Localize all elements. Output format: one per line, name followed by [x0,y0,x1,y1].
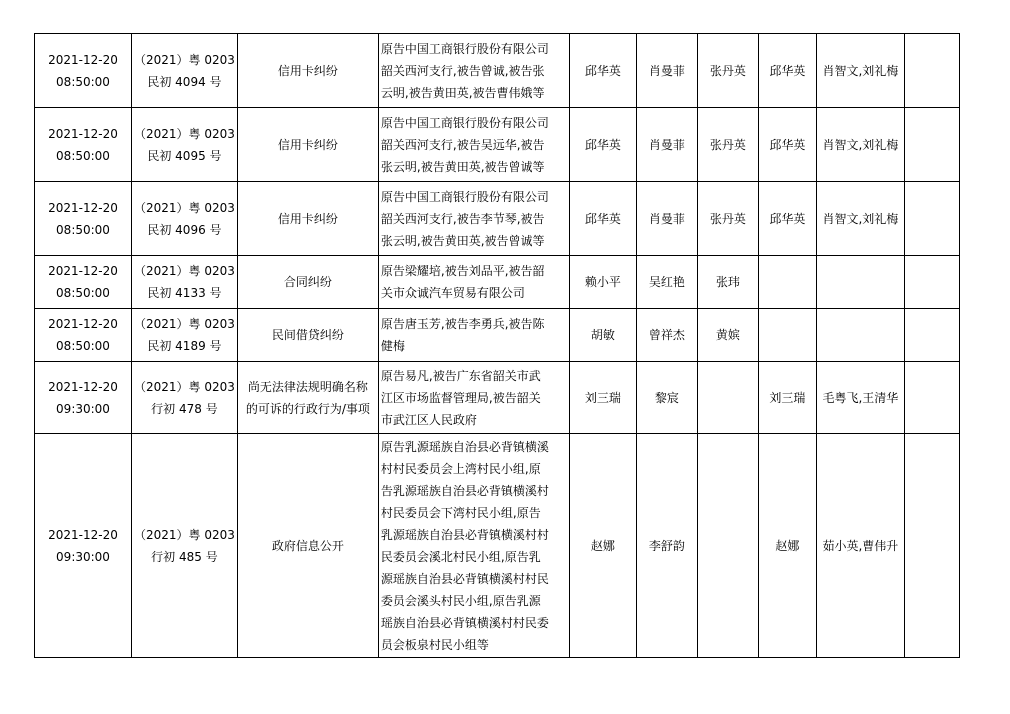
panel-members-cell: 茹小英,曹伟升 [816,434,904,658]
juror-a-cell: 肖曼菲 [636,108,697,182]
case-number-line: （2021）粤 0203 [134,527,235,542]
table-row [35,108,960,182]
table-row [35,309,960,362]
case-number-line: 民初 4133 号 [147,286,222,300]
table-row [35,182,960,256]
hearing-time-cell [35,309,132,362]
schedule-rows [35,34,960,658]
juror-b-cell: 张丹英 [697,108,758,182]
case-number-line: 行初 478 号 [151,401,218,416]
presiding-judge-cell: 邱华英 [758,182,816,256]
case-number-cell [132,108,238,182]
parties-line: 委员会溪头村民小组,原告乳源 [380,593,541,608]
juror-a-cell: 吴红艳 [636,256,697,309]
hearing-time-line: 08:50:00 [56,148,110,163]
hearing-time-line: 08:50:00 [56,74,110,89]
judge-cell: 邱华英 [569,182,636,256]
hearing-time-cell [35,108,132,182]
table-row [35,256,960,309]
parties-line: 民委员会溪北村民小组,原告乳 [380,549,541,564]
case-cause-cell [237,256,378,309]
presiding-judge-cell [758,309,816,362]
parties-cell [378,34,569,108]
hearing-time-line: 09:30:00 [56,549,110,564]
juror-b-cell [697,434,758,658]
case-cause-line: 政府信息公开 [271,538,344,553]
parties-line: 云明,被告黄田英,被告曹伟娥等 [380,85,545,100]
hearing-time-line: 08:50:00 [56,286,110,300]
hearing-time-line: 2021-12-20 [48,527,118,542]
parties-line: 原告中国工商银行股份有限公司 [380,189,549,204]
case-number-cell [132,362,238,434]
presiding-judge-cell: 邱华英 [758,108,816,182]
parties-cell [378,182,569,256]
parties-line: 韶关西河支行,被告吴远华,被告 [380,137,545,152]
parties-cell [378,108,569,182]
judge-cell: 胡敏 [569,309,636,362]
case-cause-cell [237,108,378,182]
case-cause-line: 尚无法律法规明确名称 [247,379,368,394]
parties-line: 张云明,被告黄田英,被告曾诚等 [380,159,545,174]
hearing-time-cell [35,434,132,658]
case-cause-cell [237,362,378,434]
case-number-line: （2021）粤 0203 [134,317,235,331]
panel-members-cell [816,309,904,362]
judge-cell: 邱华英 [569,34,636,108]
parties-line: 瑶族自治县必背镇横溪村村民委 [380,615,549,630]
panel-members-cell: 肖智文,刘礼梅 [816,108,904,182]
case-cause-line: 信用卡纠纷 [277,211,338,226]
hearing-time-line: 08:50:00 [56,222,110,237]
parties-cell [378,309,569,362]
hearing-time-line: 09:30:00 [56,401,110,416]
parties-line: 原告唐玉芳,被告李勇兵,被告陈 [380,317,545,331]
table-row [35,34,960,108]
case-cause-line: 信用卡纠纷 [277,63,338,78]
parties-line: 关市众诚汽车贸易有限公司 [380,286,525,300]
hearing-time-line: 2021-12-20 [48,317,118,331]
note-cell [904,182,959,256]
parties-line: 村民委员会下湾村民小组,原告 [380,505,541,520]
case-cause-line: 合同纠纷 [283,275,332,289]
hearing-time-line: 2021-12-20 [48,264,118,278]
parties-line: 乳源瑶族自治县必背镇横溪村村 [380,527,549,542]
case-number-line: （2021）粤 0203 [134,52,235,67]
note-cell [904,34,959,108]
court-schedule-table [34,33,960,658]
presiding-judge-cell [758,256,816,309]
parties-line: 原告梁耀培,被告刘品平,被告韶 [380,264,545,278]
hearing-time-line: 2021-12-20 [48,126,118,141]
presiding-judge-cell: 刘三瑞 [758,362,816,434]
judge-cell: 赖小平 [569,256,636,309]
juror-b-cell: 张丹英 [697,34,758,108]
juror-a-cell: 黎宸 [636,362,697,434]
case-number-line: 民初 4189 号 [147,339,222,353]
case-number-line: 民初 4096 号 [147,222,222,237]
case-number-line: （2021）粤 0203 [134,264,235,278]
judge-cell: 赵娜 [569,434,636,658]
hearing-time-cell [35,256,132,309]
case-number-cell [132,434,238,658]
judge-cell: 邱华英 [569,108,636,182]
case-cause-line: 的可诉的行政行为/事项 [245,401,370,416]
juror-b-cell [697,362,758,434]
panel-members-cell: 肖智文,刘礼梅 [816,34,904,108]
hearing-time-line: 2021-12-20 [48,52,118,67]
note-cell [904,362,959,434]
juror-a-cell: 肖曼菲 [636,182,697,256]
case-number-line: （2021）粤 0203 [134,379,235,394]
parties-line: 原告中国工商银行股份有限公司 [380,115,549,130]
parties-line: 告乳源瑶族自治县必背镇横溪村 [380,483,549,498]
parties-line: 员会板泉村民小组等 [380,637,489,652]
panel-members-cell: 肖智文,刘礼梅 [816,182,904,256]
case-number-cell [132,34,238,108]
case-number-cell [132,256,238,309]
presiding-judge-cell: 邱华英 [758,34,816,108]
panel-members-cell [816,256,904,309]
juror-b-cell: 张玮 [697,256,758,309]
table-row [35,362,960,434]
note-cell [904,256,959,309]
parties-line: 原告易凡,被告广东省韶关市武 [380,368,541,383]
case-cause-cell [237,182,378,256]
note-cell [904,108,959,182]
juror-b-cell: 黄嫔 [697,309,758,362]
table-row [35,434,960,658]
case-number-line: 行初 485 号 [151,549,218,564]
panel-members-cell: 毛粤飞,王清华 [816,362,904,434]
parties-line: 市武江区人民政府 [380,412,477,427]
parties-line: 韶关西河支行,被告曾诚,被告张 [380,63,545,78]
parties-line: 张云明,被告黄田英,被告曾诚等 [380,233,545,248]
hearing-time-line: 2021-12-20 [48,200,118,215]
case-number-line: 民初 4094 号 [147,74,222,89]
parties-cell [378,434,569,658]
presiding-judge-cell: 赵娜 [758,434,816,658]
case-number-cell [132,309,238,362]
hearing-time-cell [35,182,132,256]
hearing-time-line: 2021-12-20 [48,379,118,394]
parties-line: 源瑶族自治县必背镇横溪村村民 [380,571,549,586]
parties-line: 江区市场监督管理局,被告韶关 [380,390,541,405]
juror-b-cell: 张丹英 [697,182,758,256]
hearing-time-cell [35,362,132,434]
case-cause-line: 民间借贷纠纷 [271,328,344,342]
hearing-time-cell [35,34,132,108]
parties-line: 健梅 [380,339,405,353]
juror-a-cell: 曾祥杰 [636,309,697,362]
note-cell [904,309,959,362]
case-cause-cell [237,34,378,108]
parties-line: 韶关西河支行,被告李节琴,被告 [380,211,545,226]
hearing-time-line: 08:50:00 [56,339,110,353]
juror-a-cell: 肖曼菲 [636,34,697,108]
case-cause-cell [237,309,378,362]
case-number-line: 民初 4095 号 [147,148,222,163]
case-number-cell [132,182,238,256]
parties-cell [378,362,569,434]
parties-cell [378,256,569,309]
note-cell [904,434,959,658]
parties-line: 村村民委员会上湾村民小组,原 [380,461,541,476]
parties-line: 原告乳源瑶族自治县必背镇横溪 [380,439,549,454]
juror-a-cell: 李舒韵 [636,434,697,658]
judge-cell: 刘三瑞 [569,362,636,434]
case-number-line: （2021）粤 0203 [134,126,235,141]
parties-line: 原告中国工商银行股份有限公司 [380,41,549,56]
case-cause-cell [237,434,378,658]
case-cause-line: 信用卡纠纷 [277,137,338,152]
case-number-line: （2021）粤 0203 [134,200,235,215]
